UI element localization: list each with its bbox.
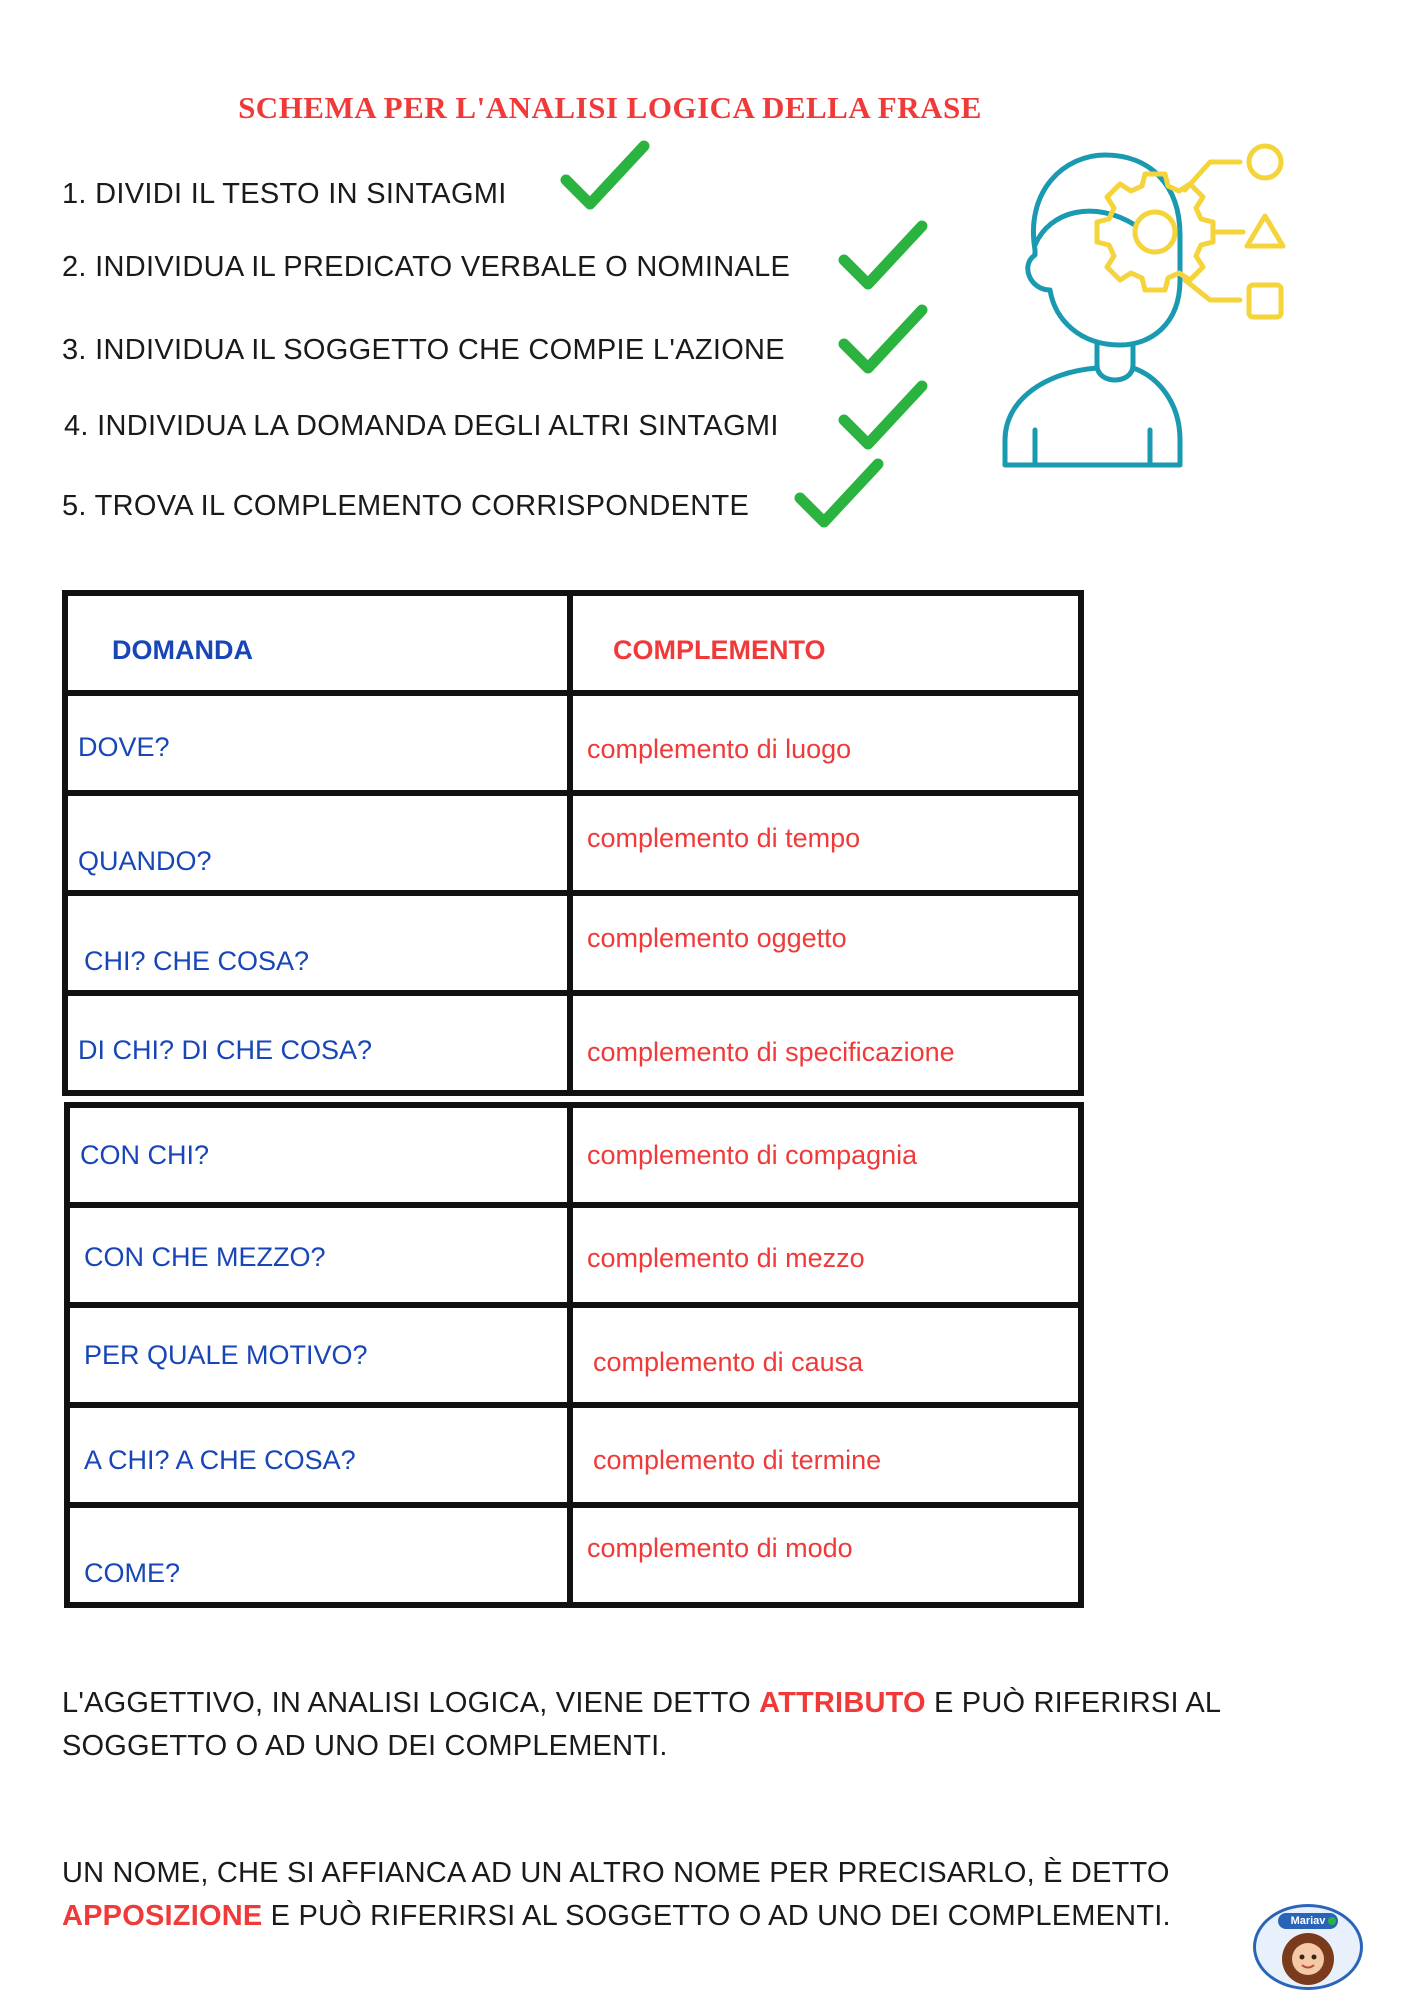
questions-table-2 (64, 1102, 1084, 1608)
check-icon (838, 220, 928, 294)
table-row (67, 1205, 1081, 1305)
table-row (67, 1305, 1081, 1405)
complement-cell: complemento di compagnia (570, 1105, 1081, 1205)
check-icon (560, 140, 650, 214)
question-cell: QUANDO? (65, 793, 570, 893)
page-title: SCHEMA PER L'ANALISI LOGICA DELLA FRASE (238, 90, 982, 125)
apposition-paragraph (62, 1852, 1292, 1938)
paragraph-text: E PUÒ RIFERIRSI AL SOGGETTO O AD UNO DEI COMPLEMENTI. (262, 1900, 1171, 1932)
question-cell: PER QUALE MOTIVO? (67, 1305, 570, 1405)
complement-cell: complemento di luogo (570, 693, 1081, 793)
question-cell: COME? (67, 1505, 570, 1605)
paragraph-text: E PUÒ RIFERIRSI AL SOGGETTO O AD UNO DEI COMPLEMENTI. (62, 1687, 1221, 1762)
step-3: 3. INDIVIDUA IL SOGGETTO CHE COMPIE L'AZIONE (62, 334, 785, 366)
complement-cell: complemento di tempo (570, 793, 1081, 893)
complement-cell: complemento oggetto (570, 893, 1081, 993)
author-logo (1253, 1904, 1363, 1990)
complement-cell: complemento di modo (570, 1505, 1081, 1605)
complement-cell: complemento di termine (570, 1405, 1081, 1505)
table-row (67, 1505, 1081, 1605)
header-complemento: COMPLEMENTO (570, 593, 1081, 693)
attribute-paragraph (62, 1682, 1292, 1768)
paragraph-text: L'AGGETTIVO, IN ANALISI LOGICA, VIENE DETTO (62, 1687, 760, 1719)
table-row (67, 1405, 1081, 1505)
complement-cell: complemento di mezzo (570, 1205, 1081, 1305)
table-row (65, 993, 1081, 1093)
question-cell: A CHI? A CHE COSA? (67, 1405, 570, 1505)
paragraph-text: UN NOME, CHE SI AFFIANCA AD UN ALTRO NOME PER PRECISARLO, È DETTO (62, 1857, 1170, 1889)
table-row (65, 893, 1081, 993)
complement-cell: complemento di specificazione (570, 993, 1081, 1093)
check-icon (838, 380, 928, 454)
question-cell: DI CHI? DI CHE COSA? (65, 993, 570, 1093)
step-2: 2. INDIVIDUA IL PREDICATO VERBALE O NOMINALE (62, 251, 791, 283)
keyword-apposizione: APPOSIZIONE (62, 1900, 263, 1932)
table-row (65, 693, 1081, 793)
question-cell: CHI? CHE COSA? (65, 893, 570, 993)
logo-text: Mariav (1290, 1915, 1326, 1927)
check-icon (794, 458, 884, 532)
person-gear-icon (985, 140, 1345, 480)
step-5: 5. TROVA IL COMPLEMENTO CORRISPONDENTE (62, 490, 750, 522)
complement-cell: complemento di causa (570, 1305, 1081, 1405)
question-cell: CON CHE MEZZO? (67, 1205, 570, 1305)
check-icon (838, 304, 928, 378)
keyword-attributo: ATTRIBUTO (759, 1687, 926, 1719)
step-1: 1. DIVIDI IL TESTO IN SINTAGMI (62, 178, 507, 210)
questions-table-1 (62, 590, 1084, 1096)
table-row (67, 1105, 1081, 1205)
question-cell: DOVE? (65, 693, 570, 793)
header-domanda: DOMANDA (65, 593, 570, 693)
question-cell: CON CHI? (67, 1105, 570, 1205)
table-row (65, 793, 1081, 893)
step-4: 4. INDIVIDUA LA DOMANDA DEGLI ALTRI SINTAGMI (64, 410, 779, 442)
table-header-row (65, 593, 1081, 693)
